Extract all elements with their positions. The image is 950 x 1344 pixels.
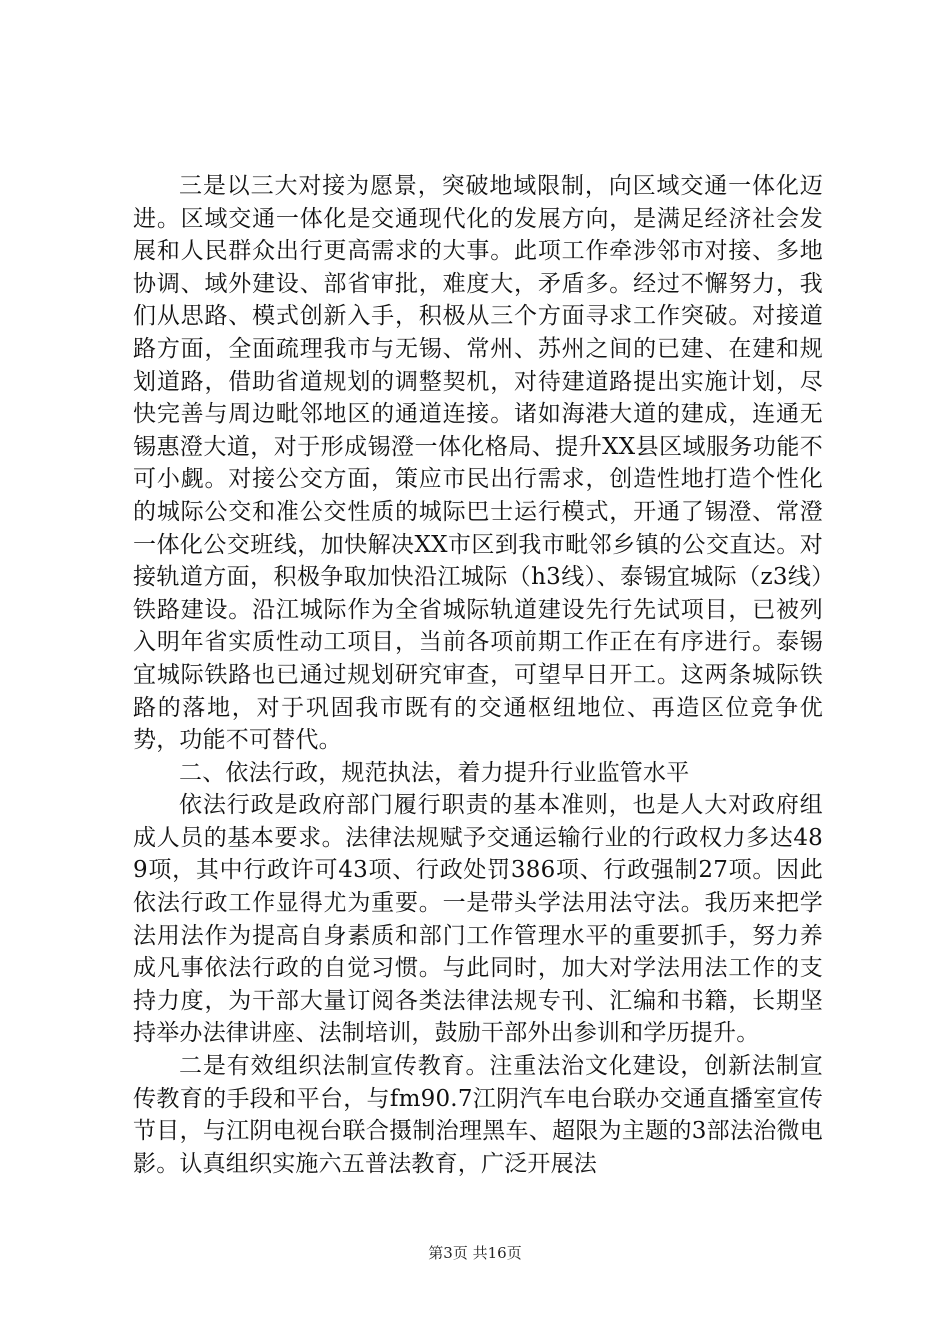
document-body (133, 170, 823, 1180)
paragraph-law-administration: 依法行政是政府部门履行职责的基本准则，也是人大对政府组成人员的基本要求。法律法规赋予交通运输行业的行政权力多达489项，其中行政许可43项、行政处罚386项、行政强制27项。因此依法行政工作显得尤为重要。一是带头学法用法守法。我历来把学法用法作为提高自身素质和部门工作管理水平的重要抓手，努力养成凡事依法行政的自觉习惯。与此同时，加大对学法用法工作的支持力度，为干部大量订阅各类法律法规专刊、汇编和书籍，长期坚持举办法律讲座、法制培训，鼓励干部外出参训和学历提升。 (133, 792, 823, 1047)
page-number-footer: 第3页 共16页 (428, 1244, 522, 1262)
section-heading-law-administration: 二、依法行政，规范执法，着力提升行业监管水平 (179, 759, 690, 786)
paragraph-legal-education: 二是有效组织法制宣传教育。注重法治文化建设，创新法制宣传教育的手段和平台，与fm90.7江阴汽车电台联办交通直播室宣传节目，与江阴电视台联合摄制治理黑车、超限为主题的3部法治微电影。认真组织实施六五普法教育，广泛开展法 (133, 1053, 823, 1177)
paragraph-regional-transport: 三是以三大对接为愿景，突破地域限制，向区域交通一体化迈进。区域交通一体化是交通现代化的发展方向，是满足经济社会发展和人民群众出行更高需求的大事。此项工作牵涉邻市对接、多地协调、域外建设、部省审批，难度大，矛盾多。经过不懈努力，我们从思路、模式创新入手，积极从三个方面寻求工作突破。对接道路方面，全面疏理我市与无锡、常州、苏州之间的已建、在建和规划道路，借助省道规划的调整契机，对待建道路提出实施计划，尽快完善与周边毗邻地区的通道连接。诸如海港大道的建成，连通无锡惠澄大道，对于形成锡澄一体化格局、提升XX县区域服务功能不可小觑。对接公交方面，策应市民出行需求，创造性地打造个性化的城际公交和准公交性质的城际巴士运行模式，开通了锡澄、常澄一体化公交班线，加快解决XX市区到我市毗邻乡镇的公交直达。对接轨道方面，积极争取加快沿江城际（h3线）、泰锡宜城际（z3线）铁路建设。沿江城际作为全省城际轨道建设先行先试项目，已被列入明年省实质性动工项目，当前各项前期工作正在有序进行。泰锡宜城际铁路也已通过规划研究审查，可望早日开工。这两条城际铁路的落地，对于巩固我市既有的交通枢纽地位、再造区位竞争优势，功能不可替代。 (133, 173, 823, 754)
